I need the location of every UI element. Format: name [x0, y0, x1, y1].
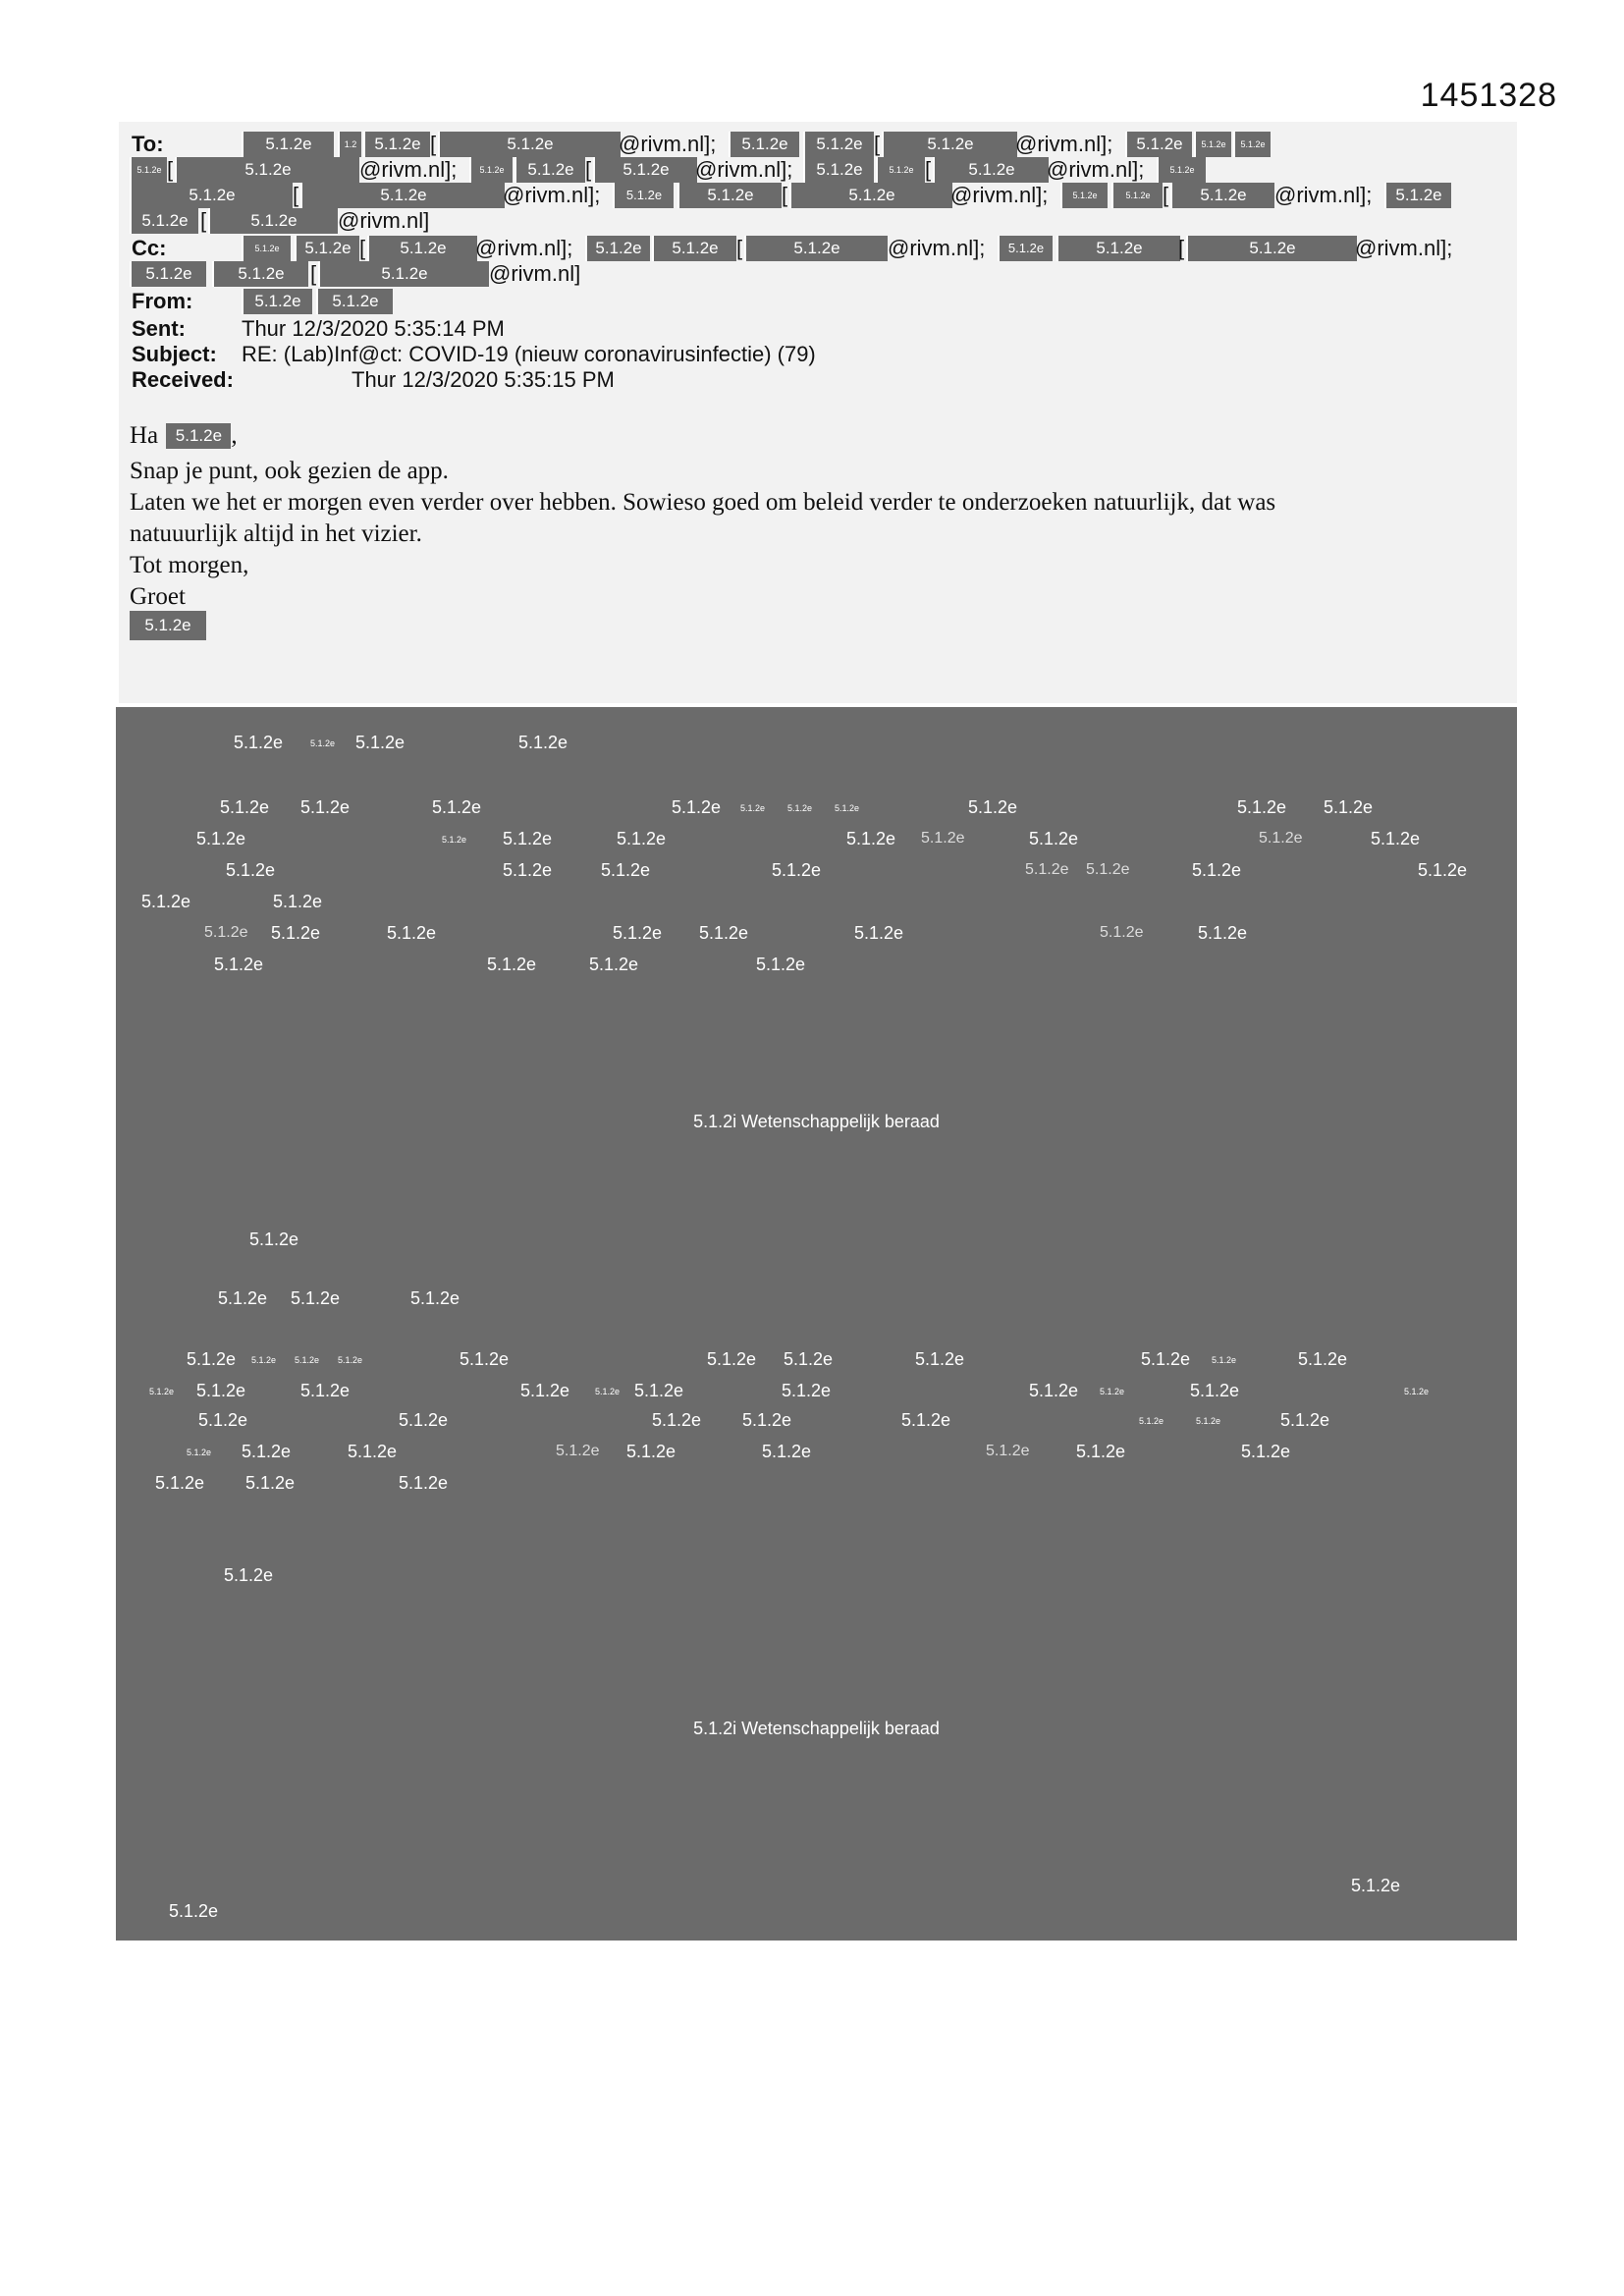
- bracket: [: [782, 183, 788, 207]
- bracket: [: [925, 157, 932, 182]
- redaction-code: 5.1.2e: [672, 797, 722, 817]
- redaction-box: 5.1.2e: [593, 157, 697, 183]
- redaction-code: 5.1.2e: [901, 1410, 951, 1430]
- to-line-2: [0, 157, 1624, 183]
- redaction-box: 5.1.2e: [295, 236, 359, 261]
- redaction-code: 5.1.2e: [1086, 861, 1130, 878]
- redaction-code: 5.1.2e: [626, 1442, 677, 1461]
- redaction-box: 5.1.2e: [803, 157, 874, 183]
- document-number: 1451328: [1420, 77, 1557, 114]
- redaction-code: 5.1.2e: [226, 860, 276, 880]
- bracket: [: [585, 157, 592, 182]
- redaction-box: 5.1.2e: [242, 132, 334, 157]
- redaction-box: 5.1.2e: [1233, 132, 1271, 157]
- redaction-code: 5.1.2e: [1029, 1381, 1079, 1400]
- body-line-1: Snap je punt, ook gezien de app.: [130, 458, 449, 484]
- redaction-reason-label: 5.1.2i Wetenschappelijk beraad: [693, 1719, 940, 1738]
- redaction-code: 5.1.2e: [198, 1410, 248, 1430]
- body-line-2: Laten we het er morgen even verder over hebben. Sowieso goed om beleid verder te onderzoeken natuurlijk, dat was: [130, 489, 1276, 516]
- redaction-code: 5.1.2e: [196, 829, 246, 848]
- redaction-code: 5.1.2e: [503, 860, 553, 880]
- redaction-code: 5.1.2e: [1371, 829, 1421, 848]
- greeting-line: [130, 420, 238, 452]
- redaction-code: 5.1.2e: [234, 733, 284, 752]
- redaction-code: 5.1.2e: [921, 830, 965, 847]
- redaction-code: 5.1.2e: [595, 1387, 621, 1396]
- to-label: To:: [132, 132, 164, 156]
- email-domain: @rivm.nl];: [1047, 157, 1145, 182]
- redacted-block-1: [116, 707, 1517, 1524]
- redaction-code: 5.1.2e: [652, 1410, 702, 1430]
- redaction-code: 5.1.2e: [273, 892, 323, 911]
- redaction-code: 5.1.2e: [742, 1410, 792, 1430]
- redaction-box: 5.1.2e: [789, 183, 952, 208]
- redaction-code: 5.1.2e: [699, 923, 749, 943]
- redaction-code: 5.1.2e: [556, 1443, 600, 1459]
- email-domain: @rivm.nl];: [695, 157, 793, 182]
- body-line-4: Tot morgen,: [130, 552, 249, 578]
- redaction-code: 5.1.2e: [1192, 860, 1242, 880]
- redaction-code: 5.1.2e: [617, 829, 667, 848]
- redaction-code: 5.1.2e: [1100, 1387, 1125, 1396]
- redaction-code: 5.1.2e: [1259, 830, 1303, 847]
- redaction-code: 5.1.2e: [251, 1355, 277, 1365]
- redaction-code: 5.1.2e: [155, 1473, 205, 1493]
- redaction-code: 5.1.2e: [271, 923, 321, 943]
- from-label: From:: [132, 289, 193, 313]
- redaction-code: 5.1.2e: [1025, 861, 1069, 878]
- redaction-code: 5.1.2e: [249, 1230, 299, 1249]
- redaction-code: 5.1.2e: [589, 955, 639, 974]
- redaction-code: 5.1.2e: [1196, 1416, 1221, 1426]
- body-line-3: natuuurlijk altijd in het vizier.: [130, 520, 422, 547]
- redaction-code: 5.1.2e: [220, 797, 270, 817]
- redaction-box: 5.1.2e: [677, 183, 782, 208]
- redaction-code: 5.1.2e: [214, 955, 264, 974]
- redaction-code: 5.1.2e: [442, 835, 467, 845]
- redaction-code: 5.1.2e: [1324, 797, 1374, 817]
- redaction-box: 5.1.2e: [1170, 183, 1274, 208]
- redaction-box: 5.1.2e: [438, 132, 621, 157]
- redaction-box: 5.1.2e: [130, 261, 206, 287]
- redaction-box: 5.1.2e: [130, 183, 293, 208]
- redaction-box: 5.1.2e: [1186, 236, 1357, 261]
- redaction-code: 5.1.2e: [915, 1349, 965, 1369]
- redaction-box: 5.1.2e: [300, 183, 505, 208]
- redaction-code: 5.1.2e: [762, 1442, 812, 1461]
- received-label: Received:: [132, 367, 234, 392]
- redaction-code: 5.1.2e: [1351, 1876, 1401, 1895]
- bracket: [: [293, 183, 299, 207]
- email-domain: @rivm.nl];: [619, 132, 717, 156]
- greeting: Ha: [130, 422, 159, 449]
- subject-label: Subject:: [132, 342, 217, 366]
- redaction-box: 5.1.2e: [876, 157, 925, 183]
- bracket: [: [1163, 183, 1169, 207]
- redaction-box: 5.1.2e: [1157, 157, 1206, 183]
- redaction-box: 5.1.2e: [363, 132, 430, 157]
- redaction-code: 5.1.2e: [310, 738, 336, 748]
- redaction-code: 5.1.2e: [218, 1288, 268, 1308]
- body-line-5: Groet: [130, 583, 186, 610]
- email-domain: @rivm.nl];: [503, 183, 601, 207]
- redaction-code: 5.1.2e: [1241, 1442, 1291, 1461]
- redaction-code: 5.1.2e: [245, 1473, 296, 1493]
- bracket: [: [430, 132, 437, 156]
- redaction-code: 5.1.2e: [348, 1442, 398, 1461]
- redaction-code: 5.1.2e: [355, 733, 406, 752]
- redaction-box: 5.1.2e: [318, 261, 489, 287]
- redaction-code: 5.1.2e: [1100, 924, 1144, 941]
- redaction-code: 5.1.2e: [1418, 860, 1468, 880]
- redaction-box: 5.1.2e: [652, 236, 736, 261]
- sent-value: Thur 12/3/2020 5:35:14 PM: [242, 316, 505, 341]
- redaction-code: 5.1.2e: [242, 1442, 292, 1461]
- bracket: [: [167, 157, 174, 182]
- redaction-box: 5.1.2e: [729, 132, 799, 157]
- redaction-code: 5.1.2e: [295, 1355, 320, 1365]
- redaction-code: 5.1.2e: [518, 733, 568, 752]
- redaction-code: 5.1.2e: [846, 829, 896, 848]
- email-domain: @rivm.nl];: [1274, 183, 1373, 207]
- redaction-box: 5.1.2e: [469, 157, 513, 183]
- to-line-3: [0, 183, 1624, 208]
- bracket: [: [359, 236, 366, 260]
- redaction-code: 5.1.2e: [204, 924, 248, 941]
- email-domain: @rivm.nl];: [1355, 236, 1453, 260]
- to-line-1: [0, 132, 1624, 157]
- redaction-code: 5.1.2e: [387, 923, 437, 943]
- bracket: [: [736, 236, 743, 260]
- redaction-code: 5.1.2e: [601, 860, 651, 880]
- redaction-code: 5.1.2e: [1298, 1349, 1348, 1369]
- to-line-4: [0, 208, 1624, 234]
- redaction-box: 5.1.2e: [130, 157, 167, 183]
- redaction-code: 5.1.2e: [187, 1448, 212, 1457]
- redaction-box: 5.1.2e: [367, 236, 477, 261]
- redaction-box: 5.1.2e: [1111, 183, 1163, 208]
- redaction-box: 5.1.2e: [166, 423, 231, 449]
- redaction-code: 5.1.2e: [968, 797, 1018, 817]
- redaction-code: 5.1.2e: [196, 1381, 246, 1400]
- sent-label: Sent:: [132, 316, 186, 341]
- bracket: [: [1178, 236, 1185, 260]
- redaction-code: 5.1.2e: [520, 1381, 570, 1400]
- redaction-code: 5.1.2e: [1212, 1355, 1237, 1365]
- redaction-code: 5.1.2e: [772, 860, 822, 880]
- redaction-code: 5.1.2e: [740, 803, 766, 813]
- redaction-box: 5.1.2e: [585, 236, 650, 261]
- from-line: [0, 289, 1624, 314]
- redaction-code: 5.1.2e: [1280, 1410, 1330, 1430]
- redaction-code: 5.1.2e: [613, 923, 663, 943]
- redaction-code: 5.1.2e: [487, 955, 537, 974]
- redaction-box: 5.1.2e: [212, 261, 308, 287]
- redaction-box: 5.1.2e: [998, 236, 1053, 261]
- subject-line: [0, 342, 1624, 367]
- redaction-code: 5.1.2e: [399, 1410, 449, 1430]
- bracket: [: [310, 261, 317, 286]
- greeting-comma: ,: [231, 422, 238, 449]
- redaction-code: 5.1.2e: [1141, 1349, 1191, 1369]
- redaction-box: 5.1.2e: [208, 208, 338, 234]
- redaction-code: 5.1.2e: [300, 1381, 351, 1400]
- redaction-code: 5.1.2e: [986, 1443, 1030, 1459]
- redaction-box: 5.1.2e: [613, 183, 674, 208]
- redaction-code: 5.1.2e: [291, 1288, 341, 1308]
- redaction-code: 5.1.2e: [1198, 923, 1248, 943]
- redaction-box: 5.1.2e: [514, 157, 585, 183]
- redaction-code: 5.1.2e: [756, 955, 806, 974]
- redaction-code: 5.1.2e: [410, 1288, 460, 1308]
- redaction-code: 5.1.2e: [300, 797, 351, 817]
- signature-redaction: 5.1.2e: [130, 611, 206, 640]
- redaction-box: 5.1.2e: [242, 236, 291, 261]
- redacted-block-2: [116, 1524, 1517, 1941]
- cc-label: Cc:: [132, 236, 167, 260]
- redaction-box: 5.1.2e: [1056, 236, 1180, 261]
- redaction-box: 5.1.2e: [316, 289, 393, 314]
- email-domain: @rivm.nl];: [950, 183, 1049, 207]
- redaction-code: 5.1.2e: [187, 1349, 237, 1369]
- redaction-code: 5.1.2e: [432, 797, 482, 817]
- email-domain: @rivm.nl];: [359, 157, 458, 182]
- redaction-box: 1.2: [338, 132, 361, 157]
- redaction-code: 5.1.2e: [141, 892, 191, 911]
- bracket: [: [874, 132, 881, 156]
- redaction-code: 5.1.2e: [787, 803, 813, 813]
- email-domain: @rivm.nl];: [475, 236, 573, 260]
- email-domain-end: @rivm.nl]: [489, 261, 581, 286]
- redaction-box: 5.1.2e: [175, 157, 359, 183]
- redaction-box: 5.1.2e: [1125, 132, 1192, 157]
- redaction-code: 5.1.2e: [338, 1355, 363, 1365]
- redaction-box: 5.1.2e: [882, 132, 1017, 157]
- redaction-code: 5.1.2e: [399, 1473, 449, 1493]
- redaction-code: 5.1.2e: [634, 1381, 684, 1400]
- cc-line-2: [0, 261, 1624, 287]
- redaction-code: 5.1.2e: [784, 1349, 834, 1369]
- sent-line: [0, 316, 1624, 342]
- received-value: Thur 12/3/2020 5:35:15 PM: [352, 367, 615, 392]
- received-line: [0, 367, 1624, 393]
- redaction-code: 5.1.2e: [503, 829, 553, 848]
- redaction-code: 5.1.2e: [854, 923, 904, 943]
- redaction-reason-label: 5.1.2i Wetenschappelijk beraad: [693, 1112, 940, 1131]
- subject-value: RE: (Lab)Inf@ct: COVID-19 (nieuw coronavirusinfectie) (79): [242, 342, 816, 366]
- email-domain: @rivm.nl];: [888, 236, 986, 260]
- redaction-code: 5.1.2e: [460, 1349, 510, 1369]
- redaction-code: 5.1.2e: [169, 1901, 219, 1921]
- redaction-box: 5.1.2e: [130, 208, 198, 234]
- redaction-code: 5.1.2e: [224, 1565, 274, 1585]
- redaction-code: 5.1.2e: [835, 803, 860, 813]
- redaction-box: 5.1.2e: [1060, 183, 1108, 208]
- redaction-code: 5.1.2e: [782, 1381, 832, 1400]
- redaction-box: 5.1.2e: [933, 157, 1049, 183]
- cc-line-1: [0, 236, 1624, 261]
- redaction-code: 5.1.2e: [1139, 1416, 1164, 1426]
- redaction-box: 5.1.2e: [1194, 132, 1231, 157]
- redaction-code: 5.1.2e: [1076, 1442, 1126, 1461]
- redaction-box: 5.1.2e: [803, 132, 874, 157]
- redaction-code: 5.1.2e: [1029, 829, 1079, 848]
- redaction-box: 5.1.2e: [1384, 183, 1451, 208]
- email-domain: @rivm.nl];: [1015, 132, 1113, 156]
- redaction-box: 5.1.2e: [242, 289, 312, 314]
- email-domain-end: @rivm.nl]: [338, 208, 430, 233]
- bracket: [: [200, 208, 207, 233]
- redaction-code: 5.1.2e: [1237, 797, 1287, 817]
- redaction-code: 5.1.2e: [1190, 1381, 1240, 1400]
- redaction-code: 5.1.2e: [707, 1349, 757, 1369]
- redaction-box: 5.1.2e: [744, 236, 888, 261]
- redaction-code: 5.1.2e: [149, 1387, 175, 1396]
- redaction-code: 5.1.2e: [1404, 1387, 1430, 1396]
